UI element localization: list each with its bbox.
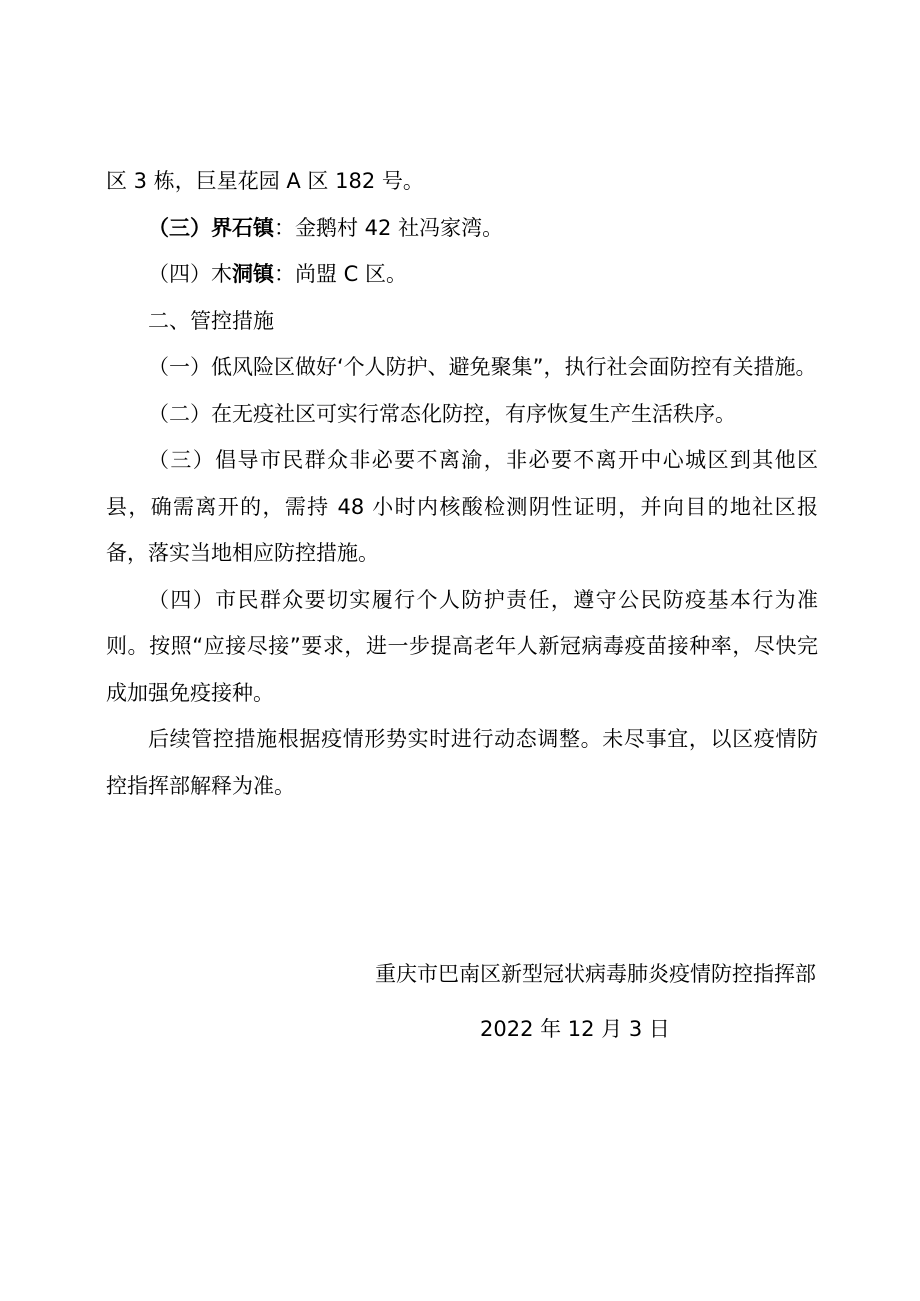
paragraph-jieshi-town (106, 205, 818, 252)
issuer-signature: 重庆市巴南区新型冠状病毒肺炎疫情防控指挥部 (375, 962, 816, 986)
mudong-town-text: ：尚盟 C 区。 (274, 262, 408, 286)
measure-3: （三）倡导市民群众非必要不离渝，非必要不离开中心城区到其他区县，确需离开的，需持 48 小时内核酸检测阴性证明，并向目的地社区报备，落实当地相应防控措施。 (106, 448, 818, 565)
mudong-town-heading: 洞镇 (232, 262, 274, 286)
measure-1: （一）低风险区做好‘个人防护、避免聚集”，执行社会面防控有关措施。 (148, 355, 817, 379)
measure-4: （四）市民群众要切实履行个人防护责任，遵守公民防疫基本行为准则。按照“应接尽接”要求，进一步提高老年人新冠病毒疫苗接种率，尽快完成加强免疫接种。 (106, 587, 818, 705)
document-body (106, 158, 818, 809)
section-title-control-measures: 二、管控措施 (148, 308, 274, 333)
closing-paragraph: 后续管控措施根据疫情形势实时进行动态调整。未尽事宜，以区疫情防控指挥部解释为准。 (106, 727, 818, 798)
paragraph-mudong-town (106, 251, 818, 298)
paragraph-address-continuation: 区 3 栋，巨星花园 A 区 182 号。 (106, 169, 424, 193)
jieshi-town-text: ：金鹅村 42 社冯家湾。 (274, 215, 504, 240)
mudong-town-prefix: （四）木 (148, 262, 232, 286)
jieshi-town-heading: （三）界石镇 (148, 215, 274, 240)
measure-2: （二）在无疫社区可实行常态化防控，有序恢复生产生活秩序。 (148, 401, 736, 426)
issue-date: 2022 年 12 月 3 日 (480, 1017, 670, 1041)
